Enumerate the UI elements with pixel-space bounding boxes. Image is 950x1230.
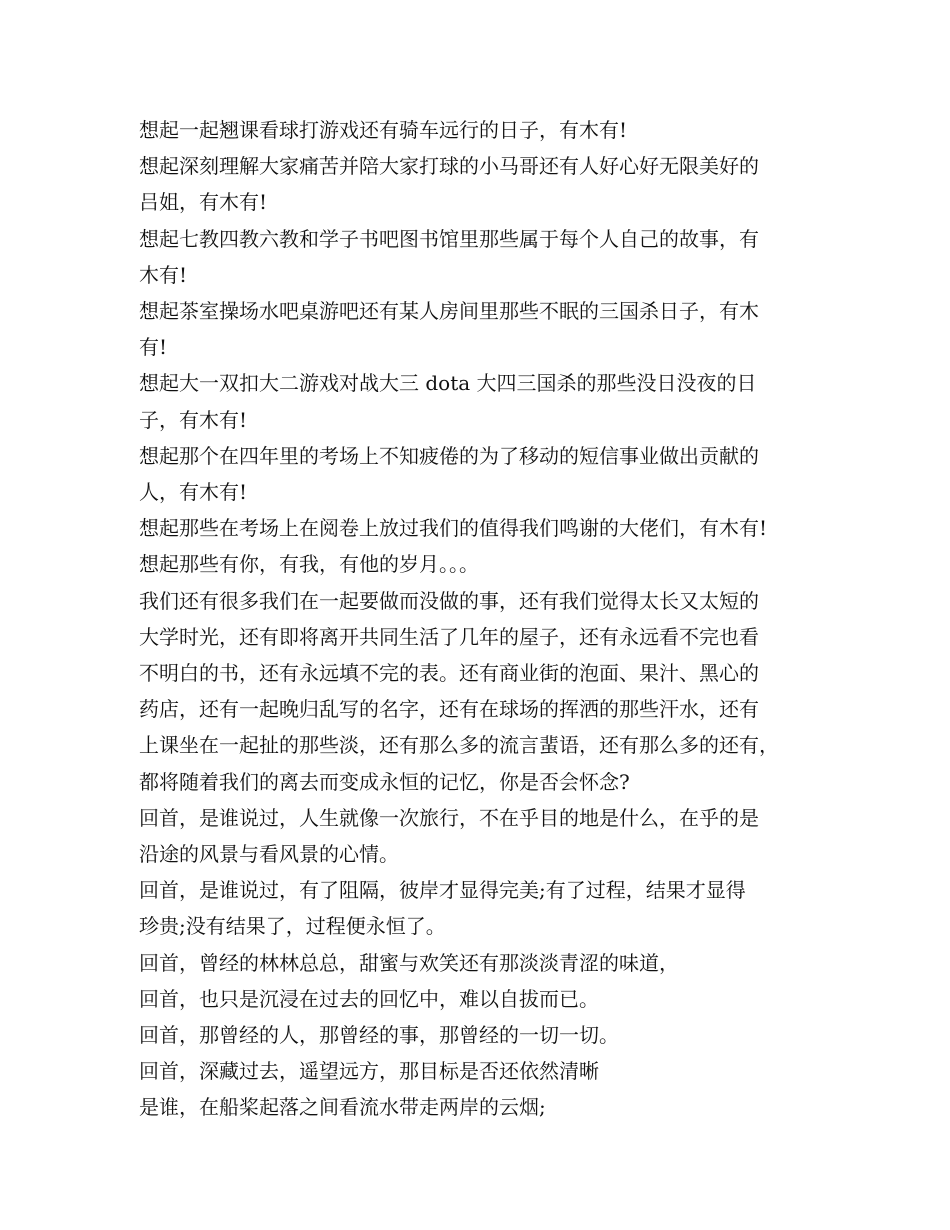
paragraph: 是谁，在船桨起落之间看流水带走两岸的云烟; — [139, 1095, 546, 1120]
paragraph: 回首，也只是沉浸在过去的回忆中，难以自拔而已。 — [139, 986, 599, 1011]
paragraph: 想起茶室操场水吧桌游吧还有某人房间里那些不眠的三国杀日子，有木 有! — [139, 299, 759, 360]
paragraph: 想起一起翘课看球打游戏还有骑车远行的日子，有木有! — [139, 118, 628, 142]
paragraph: 回首，是谁说过，人生就像一次旅行，不在乎目的地是什么，在乎的是 沿途的风景与看风景的心情。 — [139, 805, 759, 867]
paragraph: 回首，曾经的林林总总，甜蜜与欢笑还有那淡淡青涩的味道， — [139, 950, 679, 975]
paragraph: 想起那个在四年里的考场上不知疲倦的为了移动的短信事业做出贡献的 人，有木有! — [139, 443, 759, 505]
paragraph: 想起那些在考场上在阅卷上放过我们的值得我们鸣谢的大佬们，有木有! — [139, 516, 768, 541]
document-body — [139, 112, 829, 1126]
paragraph: 回首，是谁说过，有了阻隔，彼岸才显得完美;有了过程，结果才显得 珍贵;没有结果了，过程便永恒了。 — [139, 878, 746, 939]
paragraph: 回首，深藏过去，遥望远方，那目标是否还依然清晰 — [139, 1059, 599, 1084]
paragraph: 想起深刻理解大家痛苦并陪大家打球的小马哥还有人好心好无限美好的 吕姐，有木有! — [139, 154, 759, 215]
paragraph: 想起大一双扣大二游戏对战大三 dota 大四三国杀的那些没日没夜的日 子，有木有! — [139, 371, 757, 432]
paragraph: 想起那些有你，有我，有他的岁月。。。 — [139, 552, 479, 577]
paragraph: 回首，那曾经的人，那曾经的事，那曾经的一切一切。 — [139, 1023, 619, 1048]
paragraph: 我们还有很多我们在一起要做而没做的事，还有我们觉得太长又太短的 大学时光，还有即将离开共同生活了几年的屋子，还有永远看不完也看 不明白的书，还有永远填不完的表。还有商业街的泡面、果汁、黑心的 药店，还有一起晚归乱写的名字，还有在球场的挥洒的那些汗水，还有 上课坐在一起扯的那些淡，还有那么多的流言蜚语，还有那么多的还有， 都将随着我们的离去而变成永恒的记忆，你是否会怀念? — [139, 588, 779, 794]
paragraph: 想起七教四教六教和学子书吧图书馆里那些属于每个人自己的故事，有 木有! — [139, 226, 759, 287]
